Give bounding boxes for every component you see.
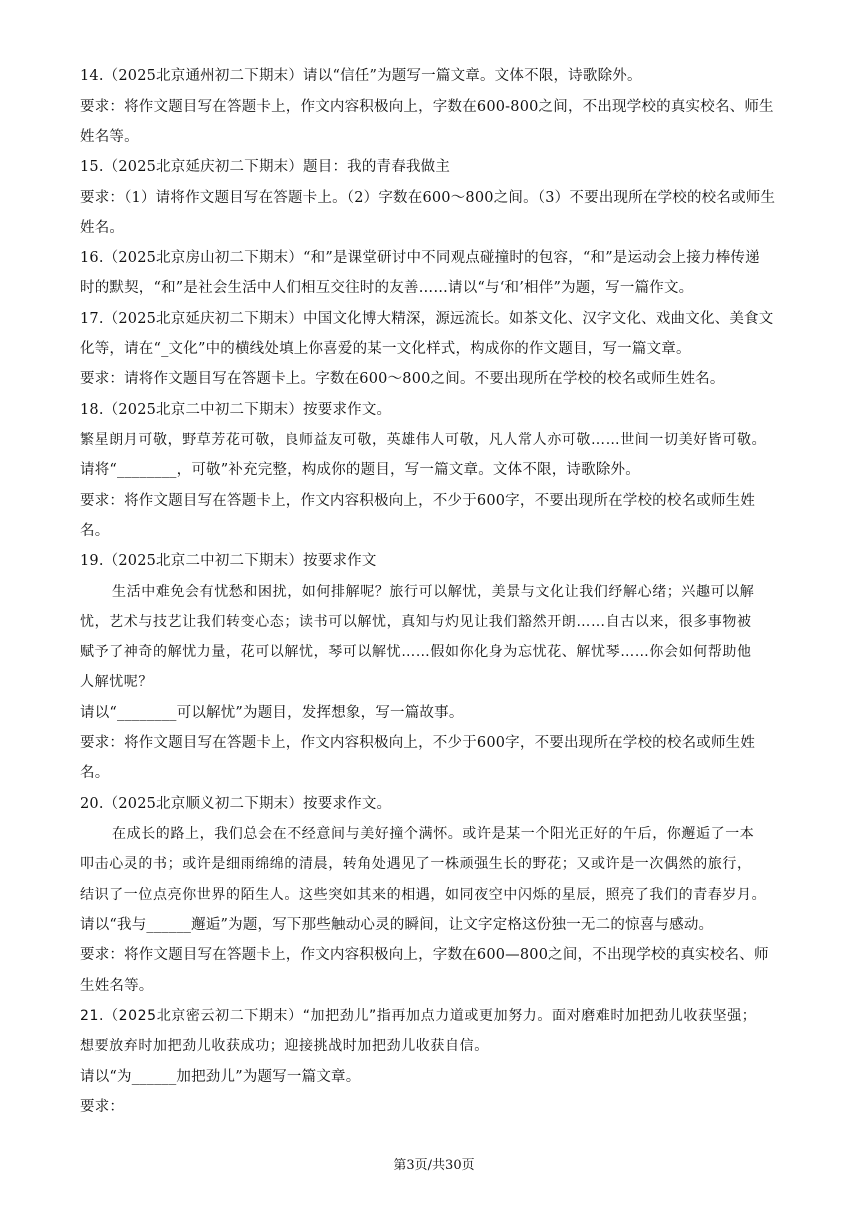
q20-prompt-2: 叩击心灵的书；或许是细雨绵绵的清晨，转角处遇见了一株顽强生长的野花；又或许是一次偶然的旅行，: [80, 856, 752, 872]
q19-prompt-3: 赋予了神奇的解忧力量，花可以解忧，琴可以解忧……假如你化身为忘忧花、解忧琴……你会如何帮助他: [80, 644, 752, 660]
q19-title: 19.（2025北京二中初二下期末）按要求作文: [80, 553, 377, 569]
q19-req: 要求：将作文题目写在答题卡上，作文内容积极向上，不少于600字，不要出现所在学校的校名或师生姓: [80, 735, 756, 751]
q19-instruction: 请以“________可以解忧”为题目，发挥想象，写一篇故事。: [80, 705, 464, 721]
q18-prompt: 繁星朗月可敬，野草芳花可敬，良师益友可敬，英雄伟人可敬，凡人常人亦可敬……世间一切美好皆可敬。: [80, 432, 767, 448]
q20-prompt-1: 在成长的路上，我们总会在不经意间与美好撞个满怀。或许是某一个阳光正好的午后，你邂逅了一本: [112, 826, 755, 842]
page-number: 第3页/共30页: [393, 1158, 475, 1173]
q16-cont: 时的默契，“和”是社会生活中人们相互交往时的友善……请以“与‘和’相伴”为题，写一篇作文。: [80, 280, 694, 296]
q20-instruction: 请以“我与______邂逅”为题，写下那些触动心灵的瞬间，让文字定格这份独一无二的惊喜与感动。: [80, 917, 714, 933]
q21-req: 要求：: [80, 1099, 125, 1115]
q17-title: 17.（2025北京延庆初二下期末）中国文化博大精深，源远流长。如茶文化、汉字文化、戏曲文化、美食文: [80, 311, 774, 327]
q21-prompt: 想要放弃时加把劲儿收获成功；迎接挑战时加把劲儿收获自信。: [80, 1038, 489, 1054]
q18-req: 要求：将作文题目写在答题卡上，作文内容积极向上，不少于600字，不要出现所在学校的校名或师生姓: [80, 493, 756, 509]
q21-instruction: 请以“为______加把劲儿”为题写一篇文章。: [80, 1069, 361, 1085]
q20-title: 20.（2025北京顺义初二下期末）按要求作文。: [80, 796, 392, 812]
q15-req: 要求：（1）请将作文题目写在答题卡上。（2）字数在600～800之间。（3）不要出现所在学校的校名或师生: [80, 190, 776, 206]
q20-prompt-3: 结识了一位点亮你世界的陌生人。这些突如其来的相遇，如同夜空中闪烁的星辰，照亮了我们的青春岁月。: [80, 887, 767, 903]
q16-title: 16.（2025北京房山初二下期末）“和”是课堂研讨中不同观点碰撞时的包容，“和”是运动会上接力棒传递: [80, 250, 760, 266]
q14-req: 要求：将作文题目写在答题卡上，作文内容积极向上，字数在600-800之间，不出现学校的真实校名、师生: [80, 99, 774, 115]
q14-req-cont: 姓名等。: [80, 129, 139, 145]
q19-prompt-2: 忧，艺术与技艺让我们转变心态；读书可以解忧，真知与灼见让我们豁然开朗……自古以来，很多事物被: [80, 614, 752, 630]
q15-req-cont: 姓名。: [80, 220, 125, 236]
q19-prompt-4: 人解忧呢？: [80, 674, 153, 690]
q18-instruction: 请将“________，可敬”补充完整，构成你的题目，写一篇文章。文体不限，诗歌除外。: [80, 462, 640, 478]
q17-cont: 化等，请在“_文化”中的横线处填上你喜爱的某一文化样式，构成你的作文题目，写一篇文章。: [80, 341, 691, 357]
q14-title: 14.（2025北京通州初二下期末）请以“信任”为题写一篇文章。文体不限，诗歌除外。: [80, 68, 642, 84]
q21-title: 21.（2025北京密云初二下期末）“加把劲儿”指再加点力道或更加努力。面对磨难时加把劲儿收获坚强；: [80, 1008, 757, 1024]
q17-req: 要求：请将作文题目写在答题卡上。字数在600～800之间。不要出现所在学校的校名或师生姓名。: [80, 371, 725, 387]
q19-req-cont: 名。: [80, 765, 110, 781]
q20-req-cont: 生姓名等。: [80, 978, 154, 994]
q18-req-cont: 名。: [80, 523, 110, 539]
q18-title: 18.（2025北京二中初二下期末）按要求作文。: [80, 402, 392, 418]
q19-prompt-1: 生活中难免会有忧愁和困扰，如何排解呢？旅行可以解忧，美景与文化让我们纾解心绪；兴趣可以解: [112, 584, 755, 600]
q20-req: 要求：将作文题目写在答题卡上，作文内容积极向上，字数在600—800之间，不出现学校的真实校名、师: [80, 947, 769, 963]
q15-title: 15.（2025北京延庆初二下期末）题目：我的青春我做主: [80, 159, 451, 175]
